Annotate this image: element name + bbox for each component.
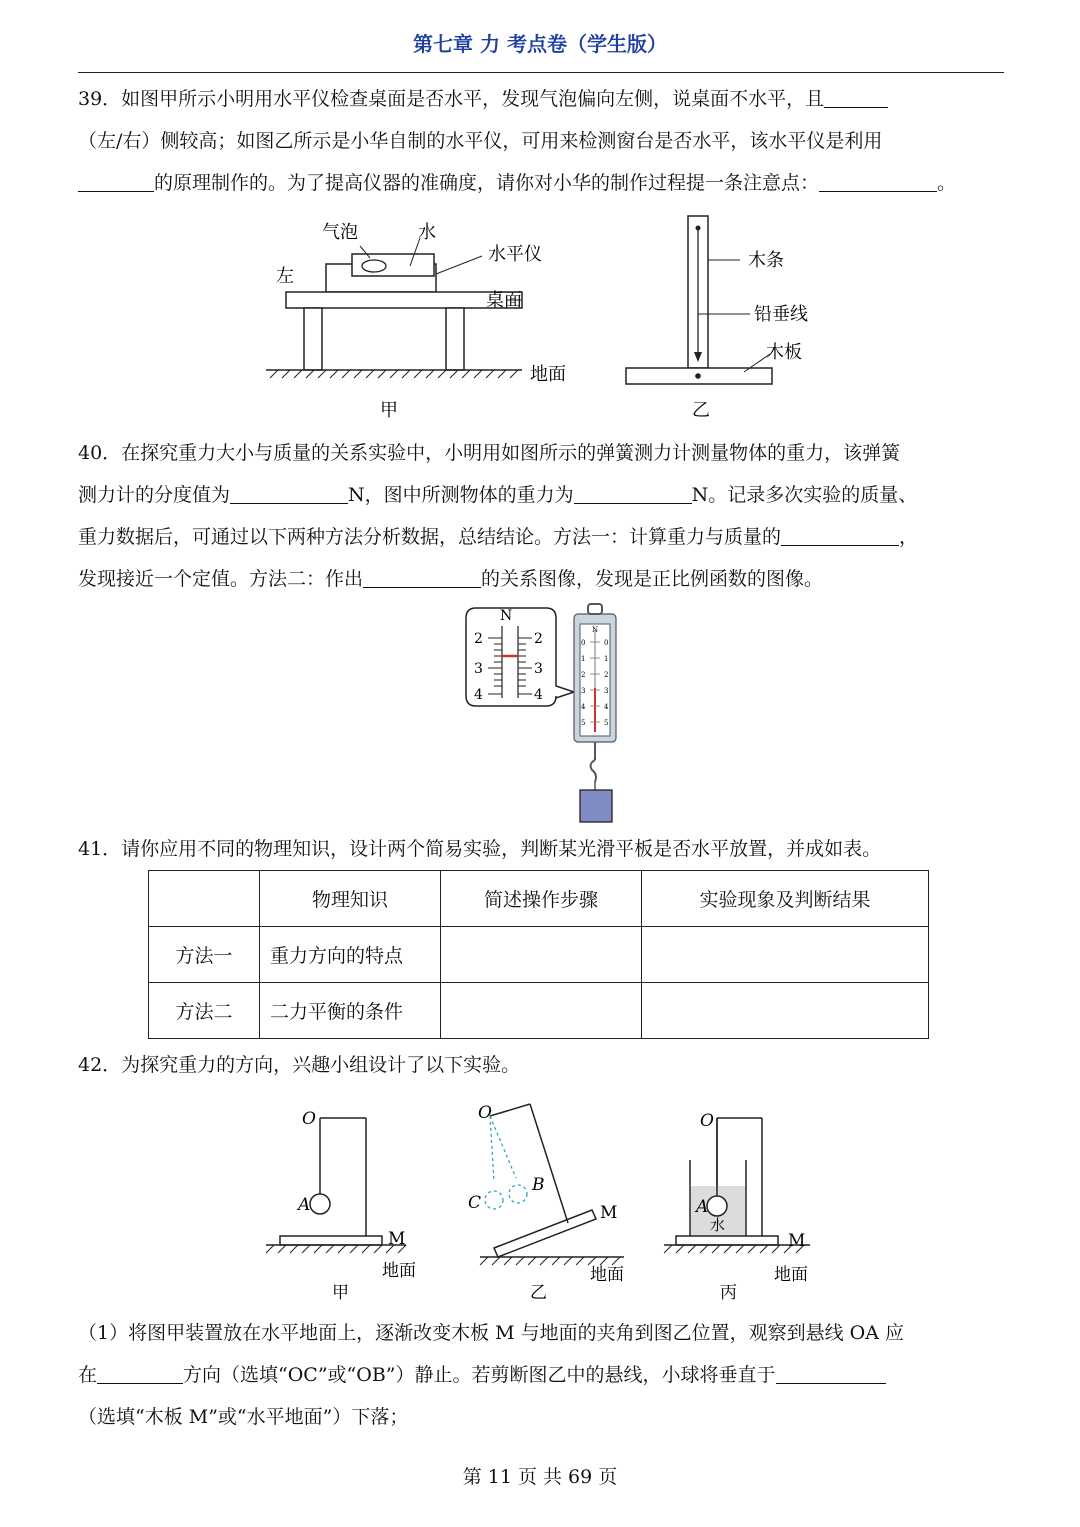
- q42-blank-2[interactable]: [776, 1361, 886, 1384]
- q39-line3: 的原理制作的。为了提高仪器的准确度，请你对小华的制作过程提一条注意点： 。: [78, 162, 1008, 204]
- table-header-cell: 简述操作步骤: [441, 871, 642, 927]
- label-water-bing: 水: [710, 1216, 726, 1234]
- svg-text:3: 3: [581, 687, 586, 695]
- q39-figures: [260, 208, 808, 423]
- q40-line4: 发现接近一个定值。方法二：作出 的关系图像，发现是正比例函数的图像。: [78, 558, 1008, 600]
- q42-blank-1[interactable]: [97, 1361, 183, 1384]
- page-header-title: 第七章 力 考点卷（学生版）: [413, 32, 667, 56]
- table-row: [149, 927, 929, 983]
- label-C-yi: C: [468, 1193, 482, 1213]
- label-ground-yi: 地面: [590, 1265, 624, 1285]
- table-cell-answer[interactable]: [441, 927, 642, 983]
- label-ground-bing: 地面: [774, 1265, 808, 1285]
- svg-text:1: 1: [581, 655, 586, 663]
- table-row: [149, 983, 929, 1039]
- q39-line1: 39．如图甲所示小明用水平仪检查桌面是否水平，发现气泡偏向左侧，说桌面不水平，且: [78, 78, 1008, 120]
- q40-blank-4[interactable]: [363, 565, 481, 588]
- label-M-yi: M: [600, 1203, 618, 1223]
- svg-text:5: 5: [581, 719, 586, 727]
- figure-yi-plumb-level: [626, 216, 808, 421]
- label-O-jia: O: [302, 1109, 316, 1129]
- label-left: 左: [276, 266, 294, 287]
- table-header-cell: 实验现象及判断结果: [642, 871, 929, 927]
- label-B-yi: B: [532, 1175, 545, 1195]
- svg-text:0: 0: [581, 639, 586, 647]
- label-A-jia: A: [298, 1195, 311, 1215]
- q42-text: 42．为探究重力的方向，兴趣小组设计了以下实验。: [78, 1054, 521, 1076]
- figure-jia-level-on-desk: [266, 222, 566, 421]
- q39-blank-2[interactable]: [78, 169, 154, 192]
- page-footer: 第 11 页 共 69 页: [462, 1466, 618, 1488]
- q42-p1-line2: 在 方向（选填“OC”或“OB”）静止。若剪断图乙中的悬线，小球将垂直于: [78, 1354, 1008, 1396]
- label-M-bing: M: [788, 1231, 806, 1251]
- label-desk: 桌面: [486, 290, 522, 311]
- svg-text:4: 4: [604, 703, 609, 711]
- q39-blank-3[interactable]: [819, 169, 937, 192]
- svg-text:2: 2: [581, 671, 586, 679]
- table-cell: 重力方向的特点: [260, 927, 441, 983]
- label-stick: 木条: [748, 250, 784, 271]
- label-O-yi: O: [478, 1103, 492, 1123]
- svg-text:0: 0: [604, 639, 609, 647]
- label-M-jia: M: [388, 1229, 406, 1249]
- zoom-tick-4-right: 4: [534, 687, 543, 703]
- svg-text:N: N: [592, 626, 599, 634]
- svg-text:1: 1: [604, 655, 609, 663]
- q40-blank-3[interactable]: [781, 523, 899, 546]
- q39-line2: （左/右）侧较高；如图乙所示是小华自制的水平仪，可用来检测窗台是否水平，该水平仪是利用: [78, 130, 883, 152]
- q40-blank-1[interactable]: [230, 481, 348, 504]
- table-cell: 二力平衡的条件: [260, 983, 441, 1039]
- label-plumb: 铅垂线: [754, 304, 808, 325]
- q42-p1-line1: （1）将图甲装置放在水平地面上，逐渐改变木板 M 与地面的夹角到图乙位置，观察到悬线 OA 应: [78, 1322, 905, 1344]
- caption-jia: 甲: [380, 400, 398, 421]
- q40-line3: 重力数据后，可通过以下两种方法分析数据，总结结论。方法一：计算重力与质量的 ，: [78, 516, 1008, 558]
- table-cell: 方法一: [149, 927, 260, 983]
- q40-line1: 40．在探究重力大小与质量的关系实验中，小明用如图所示的弹簧测力计测量物体的重力，该弹簧: [78, 442, 901, 464]
- zoom-tick-2-right: 2: [534, 631, 543, 647]
- table-cell-answer[interactable]: [642, 927, 929, 983]
- svg-text:5: 5: [604, 719, 609, 727]
- hanging-weight: [580, 790, 612, 822]
- table-cell-answer[interactable]: [642, 983, 929, 1039]
- label-board: 木板: [766, 342, 802, 363]
- table-cell-answer[interactable]: [441, 983, 642, 1039]
- q42-p1-line3: （选填“木板 M”或“水平地面”）下落；: [78, 1406, 409, 1428]
- header-rule: [78, 72, 1004, 73]
- caption-jia-42: 甲: [332, 1283, 349, 1303]
- q40-blank-2[interactable]: [574, 481, 692, 504]
- spring-scale-figure: [462, 602, 632, 827]
- table-header-row: [149, 871, 929, 927]
- table-cell: 方法二: [149, 983, 260, 1039]
- zoom-unit-N: N: [500, 608, 513, 624]
- zoom-tick-3-right: 3: [534, 661, 543, 677]
- label-ground: 地面: [530, 364, 566, 385]
- q41-table: [148, 870, 929, 1039]
- zoom-tick-2-left: 2: [474, 631, 483, 647]
- zoom-tick-3-left: 3: [474, 661, 483, 677]
- q39-blank-1[interactable]: [824, 85, 888, 108]
- q42-figures: [262, 1098, 822, 1308]
- label-O-bing: O: [700, 1111, 714, 1131]
- label-bubble: 气泡: [322, 222, 358, 243]
- table-header-cell: [149, 871, 260, 927]
- label-water: 水: [418, 222, 436, 243]
- svg-text:3: 3: [604, 687, 609, 695]
- caption-bing-42: 丙: [720, 1283, 737, 1303]
- q40-line2: 测力计的分度值为 N，图中所测物体的重力为 N。记录多次实验的质量、: [78, 474, 1008, 516]
- figure-jia-pendant: [266, 1118, 406, 1245]
- svg-text:2: 2: [604, 671, 609, 679]
- label-level: 水平仪: [488, 244, 542, 265]
- label-A-bing: A: [696, 1197, 709, 1217]
- zoom-tick-4-left: 4: [474, 687, 483, 703]
- label-ground-jia: 地面: [382, 1261, 416, 1281]
- caption-yi: 乙: [692, 400, 710, 421]
- table-header-cell: 物理知识: [260, 871, 441, 927]
- svg-text:4: 4: [581, 703, 586, 711]
- caption-yi-42: 乙: [530, 1283, 547, 1303]
- figure-yi-tilted: [480, 1104, 624, 1257]
- q41-text: 41．请你应用不同的物理知识，设计两个简易实验，判断某光滑平板是否水平放置，并成如表。: [78, 838, 882, 860]
